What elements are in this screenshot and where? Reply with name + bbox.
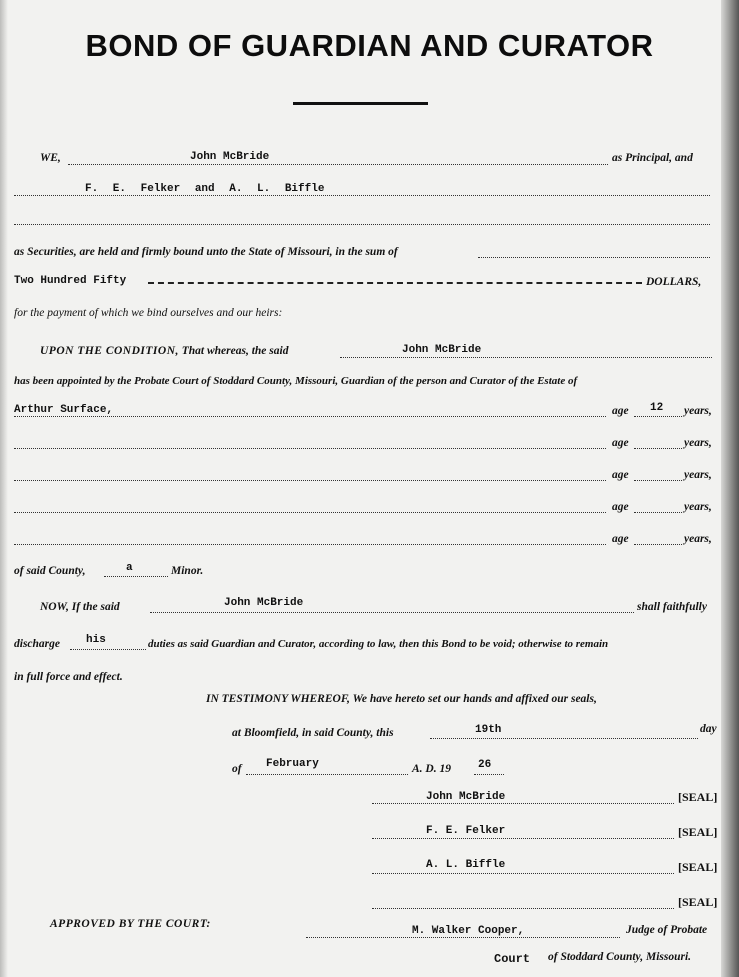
we-label: WE, — [40, 152, 61, 164]
age-label-3: age — [612, 469, 629, 481]
signature-line-2 — [372, 838, 674, 839]
now-name: John McBride — [224, 597, 304, 609]
age-blank-3 — [634, 480, 682, 481]
years-label-2: years, — [684, 437, 712, 449]
shall-faithfully: shall faithfully — [637, 601, 707, 613]
month-value: February — [266, 758, 319, 770]
a-field-line — [104, 576, 168, 577]
principal-name: John McBride — [190, 151, 270, 163]
ward-blank-line-2 — [14, 448, 606, 449]
age-blank-4 — [634, 512, 682, 513]
scan-right-edge — [721, 0, 739, 977]
appointed-text: has been appointed by the Probate Court of Stoddard County, Missouri, Guardian of the person and Curator of the Estate of — [14, 375, 578, 387]
years-label-4: years, — [684, 501, 712, 513]
now-if-text: NOW, If the said — [40, 601, 120, 613]
signature-1: John McBride — [426, 791, 506, 803]
day-label: day — [700, 723, 717, 735]
of-said-county: of said County, — [14, 565, 86, 577]
principal-field-line — [68, 164, 608, 165]
age-label-2: age — [612, 437, 629, 449]
upon-condition-text: UPON THE CONDITION, That whereas, the said — [40, 345, 289, 357]
court-of-text: of Stoddard County, Missouri. — [548, 951, 692, 963]
minor-label: Minor. — [171, 565, 204, 577]
sum-dash-line — [148, 282, 642, 284]
judge-label: Judge of Probate — [626, 924, 708, 936]
duties-text: duties as said Guardian and Curator, according to law, then this Bond to be void; otherwise to remain — [148, 638, 609, 650]
ward-age: 12 — [650, 402, 664, 414]
securities-field-line — [14, 195, 710, 196]
signature-line-4 — [372, 908, 674, 909]
age-label-4: age — [612, 501, 629, 513]
judge-field-line — [306, 937, 620, 938]
age-blank-2 — [634, 448, 682, 449]
discharge-label: discharge — [14, 638, 60, 650]
year-value: 26 — [478, 759, 492, 771]
month-field-line — [246, 774, 408, 775]
day-value: 19th — [475, 724, 502, 736]
seal-4: [SEAL] — [678, 895, 718, 909]
dollars-label: DOLLARS, — [646, 276, 702, 288]
ward-blank-line-4 — [14, 512, 606, 513]
ad-label: A. D. 19 — [412, 763, 451, 775]
as-principal-text: as Principal, and — [612, 152, 693, 164]
as-securities-text: as Securities, are held and firmly bound unto the State of Missouri, in the sum of — [14, 246, 398, 258]
years-label-3: years, — [684, 469, 712, 481]
payment-text: for the payment of which we bind ourselves and our heirs: — [14, 307, 283, 319]
signature-2: F. E. Felker — [426, 825, 506, 837]
ward-blank-line-3 — [14, 480, 606, 481]
signature-line-1 — [372, 803, 674, 804]
of-label: of — [232, 763, 242, 775]
years-label-1: years, — [684, 405, 712, 417]
scan-left-edge — [0, 0, 8, 977]
age-label-1: age — [612, 405, 629, 417]
blank-field-line — [14, 224, 710, 225]
signature-line-3 — [372, 873, 674, 874]
condition-name: John McBride — [402, 344, 482, 356]
age-field-line-1 — [634, 416, 682, 417]
his-field-line — [70, 649, 146, 650]
seal-2: [SEAL] — [678, 825, 718, 839]
in-full-force: in full force and effect. — [14, 671, 123, 683]
judge-name: M. Walker Cooper, — [412, 925, 525, 937]
condition-name-line — [340, 357, 712, 358]
approved-text: APPROVED BY THE COURT: — [50, 918, 211, 930]
sum-words: Two Hundred Fifty — [14, 275, 127, 287]
ward-name: Arthur Surface, — [14, 404, 114, 416]
ward-field-line — [14, 416, 606, 417]
at-bloomfield: at Bloomfield, in said County, this — [232, 727, 394, 739]
signature-3: A. L. Biffle — [426, 859, 506, 871]
sum-continuation-line — [478, 257, 710, 258]
seal-3: [SEAL] — [678, 860, 718, 874]
ward-blank-line-5 — [14, 544, 606, 545]
age-label-5: age — [612, 533, 629, 545]
testimony-text: IN TESTIMONY WHEREOF, We have hereto set our hands and affixed our seals, — [206, 693, 597, 705]
seal-1: [SEAL] — [678, 790, 718, 804]
securities-names: F. E. Felker and A. L. Biffle — [85, 183, 325, 195]
a-value: a — [126, 562, 133, 574]
document-title: BOND OF GUARDIAN AND CURATOR — [85, 28, 654, 63]
his-value: his — [86, 634, 106, 646]
year-field-line — [474, 774, 504, 775]
age-blank-5 — [634, 544, 682, 545]
now-name-line — [150, 612, 634, 613]
day-field-line — [430, 738, 698, 739]
court-word: Court — [494, 952, 531, 966]
title-underline — [293, 102, 428, 105]
years-label-5: years, — [684, 533, 712, 545]
